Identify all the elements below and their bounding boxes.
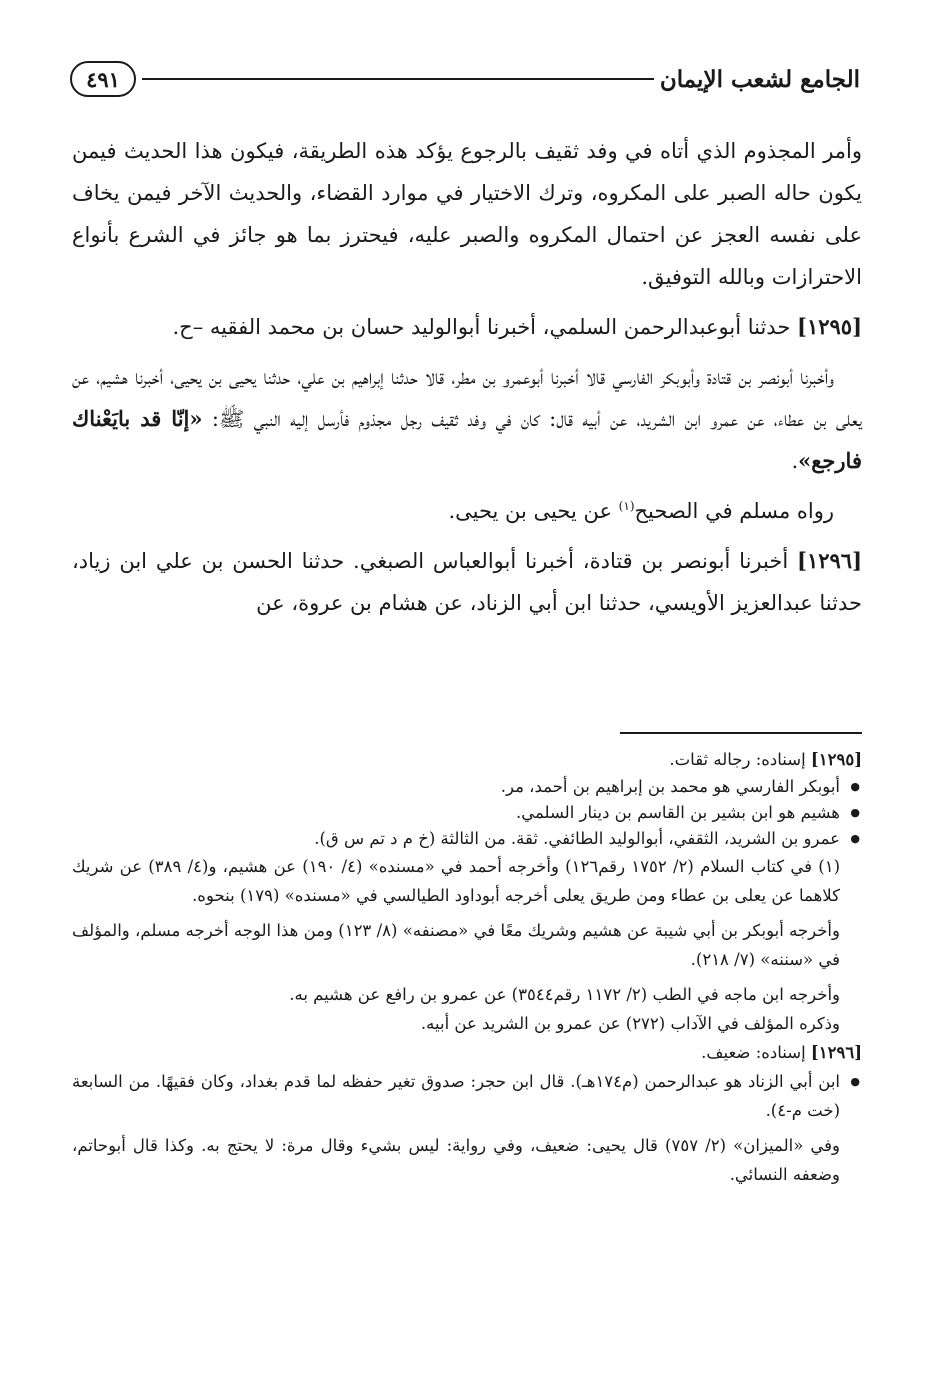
note-heading-text: إسناده: ضعيف. [701,1043,806,1062]
footnote-paragraph: وفي «الميزان» (٢/ ٧٥٧) قال يحيى: ضعيف، وفي رواية: ليس بشيء وقال مرة: لا يحتج به. وكذا قال أبوحاتم، وضعفه النسائي. [72,1136,840,1184]
hadith-matn: «إنّا قد بايَعْناك فارجع» [72,406,862,473]
footnote-paragraph: وأخرجه ابن ماجه في الطب (٢/ ١١٧٢ رقم٣٥٤٤) عن عمرو بن رافع عن هشيم به. [289,985,840,1004]
footnotes [72,745,862,1189]
note-heading-text: إسناده: رجاله ثقات. [669,750,806,769]
note-1296-heading [72,1038,862,1067]
note-bullet: ● أبوبكر الفارسي هو محمد بن إبراهيم بن أحمد، مر. [72,774,862,800]
main-text [72,130,862,624]
hadith-number: [١٢٩٥] [797,314,862,339]
hadith-1296 [72,540,862,624]
hadith-end-mark: . [791,449,799,473]
hadith-1295-continuation [72,356,862,482]
hadith-isnad: أخبرنا أبونصر بن قتادة، أخبرنا أبوالعباس الصبغي. حدثنا الحسن بن علي ابن زياد، حدثنا عبدالعزيز الأويسي، حدثنا ابن أبي الزناد، عن هشام بن عروة، عن [72,549,862,615]
note-1295-heading [72,745,862,774]
takhrij-text-end: عن يحيى بن يحيى. [448,499,619,523]
note-bullet: ● ابن أبي الزناد هو عبدالرحمن (م١٧٤هـ). قال ابن حجر: صدوق تغير حفظه لما قدم بغداد، وكان فقيهًا. من السابعة (خت م-٤). [72,1067,862,1125]
note-number: [١٢٩٦] [810,1043,862,1062]
page-number: ٤٩١ [70,61,136,97]
takhrij-line [72,490,862,532]
paragraph-commentary: وأمر المجذوم الذي أتاه في وفد ثقيف بالرجوع يؤكد هذه الطريقة، فيكون هذا الحديث فيمن يكون حاله الصبر على المكروه، وترك الاختيار في موارد القضاء، والحديث الآخر فيمن يخاف على نفسه العجز عن احتمال المكروه والصبر عليه، فيحترز بما هو جائز في الشرع بأنواع الاحترازات وبالله التوفيق. [72,139,862,289]
footnote-paragraph: وأخرجه أبوبكر بن أبي شيبة عن هشيم وشريك معًا في «مصنفه» (٨/ ١٢٣) ومن هذا الوجه أخرجه مسلم، والمؤلف في «سننه» (٧/ ٢١٨). [72,921,840,969]
header-rule [142,78,654,80]
hadith-isnad: حدثنا أبوعبدالرحمن السلمي، أخبرنا أبوالوليد حسان بن محمد الفقيه –ح. [172,315,791,339]
footnote-1: (١) في كتاب السلام (٢/ ١٧٥٢ رقم١٢٦) وأخرجه أحمد في «مسنده» (٤/ ١٩٠) عن هشيم، و(٤/ ٣٨٩) عن شريك كلاهما عن يعلى بن عطاء ومن طريق يعلى أخرجه أبوداود الطيالسي في «مسنده» (١٧٩) بنحوه. [72,857,840,905]
hadith-1295 [72,306,862,348]
hadith-isnad-continued: وأخبرنا أبونصر بن قتادة وأبوبكر الفارسي قالا أخبرنا أبوعمرو بن مطر، قالا حدثنا إبراهيم بن علي، حدثنا يحيى بن يحيى، أخبرنا هشيم، عن يعلى بن عطاء، عن عمرو ابن الشريد، عن أبيه قال: كان في وفد ثقيف رجل مجذوم فأرسل إليه النبي ﷺ: [72,365,862,431]
note-number: [١٢٩٥] [810,750,862,769]
footnote-reference: (١) [618,499,635,513]
note-bullet: ● عمرو بن الشريد، الثقفي، أبوالوليد الطائفي. ثقة. من الثالثة (خ م د تم س ق). [72,826,862,852]
note-bullet: ● هشيم هو ابن بشير بن القاسم بن دينار السلمي. [72,800,862,826]
page-header [70,56,860,102]
takhrij-text-start: رواه مسلم في الصحيح [634,499,834,523]
running-title: الجامع لشعب الإيمان [659,65,860,93]
footnote-paragraph: وذكره المؤلف في الآداب (٢٧٢) عن عمرو بن الشريد عن أبيه. [420,1014,840,1033]
footnote-separator [620,732,862,734]
hadith-number: [١٢٩٦] [797,548,862,573]
